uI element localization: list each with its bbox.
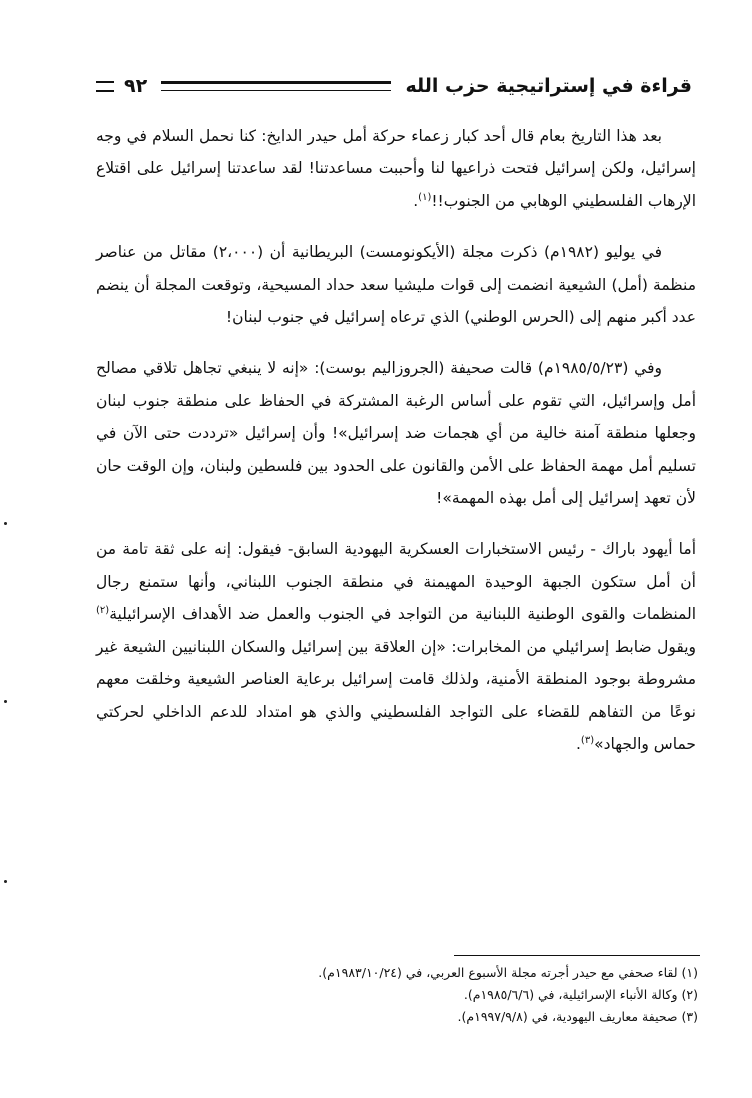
- paragraph: أما أيهود باراك - رئيس الاستخبارات العسكرية اليهودية السابق- فيقول: إنه على ثقة تامة من أن أمل ستكون الجبهة الوحيدة المهيمنة في منطقة الجنوب اللبناني، وأنها ستمنع رجال المنظمات والقوى الوطنية اللبنانية من التواجد في الجنوب والعمل ضد الأهداف الإسرائيلية$^{(٢)}$ ويقول ضابط إسرائيلي من المخابرات: «إن العلاقة بين إسرائيل والسكان اللبنانيين الشيعة غير مشروطة بوجود المنطقة الأمنية، ولذلك قامت إسرائيل برعاية العناصر الشيعية وخلقت معهم نوعًا من التفاهم للقضاء على التواجد الفلسطيني والذي هو امتداد للدعم الداخلي لحركتي حماس والجهاد»$^{(٣)}$.: [96, 540, 696, 753]
- footnote-divider: [454, 955, 700, 956]
- running-title: قراءة في إستراتيجية حزب الله: [405, 75, 692, 97]
- paragraph: وفي (١٩٨٥/٥/٢٣م) قالت صحيفة (الجروزاليم بوست): «إنه لا ينبغي تجاهل تلاقي مصالح أمل وإسرائيل، التي تقوم على أساس الرغبة المشتركة في الحفاظ على منطقة جنوب لبنان وجعلها منطقة آمنة خالية من أي هجمات ضد إسرائيل»! وأن إسرائيل «ترددت حتى الآن في تسليم أمل مهمة الحفاظ على الأمن والقانون على الحدود بين فلسطين ولبنان، وإن الوقت حان لأن تعهد إسرائيل إلى أمل بهذه المهمة»!: [96, 359, 696, 508]
- header-rule: [161, 81, 391, 91]
- paragraph: بعد هذا التاريخ بعام قال أحد كبار زعماء حركة أمل حيدر الدايخ: كنا نحمل السلام في وجه إسرائيل، ولكن إسرائيل فتحت ذراعيها لنا وأحببت مساعدتنا! لقد ساعدتنا إسرائيل على اقتلاع الإرهاب الفلسطيني الوهابي من الجنوب!!$^{(١)}$.: [96, 127, 696, 210]
- footnote-ref: (٣): [580, 734, 595, 746]
- scan-speck: [4, 522, 7, 525]
- scan-speck: [4, 880, 7, 883]
- footnote: (١) لقاء صحفي مع حيدر أجرته مجلة الأسبوع العربي، في (١٩٨٣/١٠/٢٤م).: [318, 965, 698, 980]
- scan-speck: [4, 700, 7, 703]
- footnotes: [98, 962, 698, 1028]
- page-number: ٩٢: [124, 75, 148, 97]
- paragraph: في يوليو (١٩٨٢م) ذكرت مجلة (الأيكونومست) البريطانية أن (٢،٠٠٠) مقاتل من عناصر منظمة (أمل) الشيعية انضمت إلى قوات مليشيا سعد حداد المسيحية، وتوقعت المجلة أن ينضم عدد أكبر منهم إلى (الحرس الوطني) الذي ترعاه إسرائيل في جنوب لبنان!: [96, 243, 696, 327]
- footnote: (٣) صحيفة معاريف اليهودية، في (١٩٩٧/٩/٨م).: [457, 1009, 698, 1024]
- main-text: [96, 120, 696, 779]
- footnote-ref: (٢): [96, 605, 110, 617]
- footnote-ref: (١): [418, 191, 432, 203]
- page-header: [96, 68, 692, 104]
- footnote: (٢) وكالة الأنباء الإسرائيلية، في (١٩٨٥/٦/٦م).: [463, 987, 698, 1002]
- header-ornament: [96, 81, 114, 92]
